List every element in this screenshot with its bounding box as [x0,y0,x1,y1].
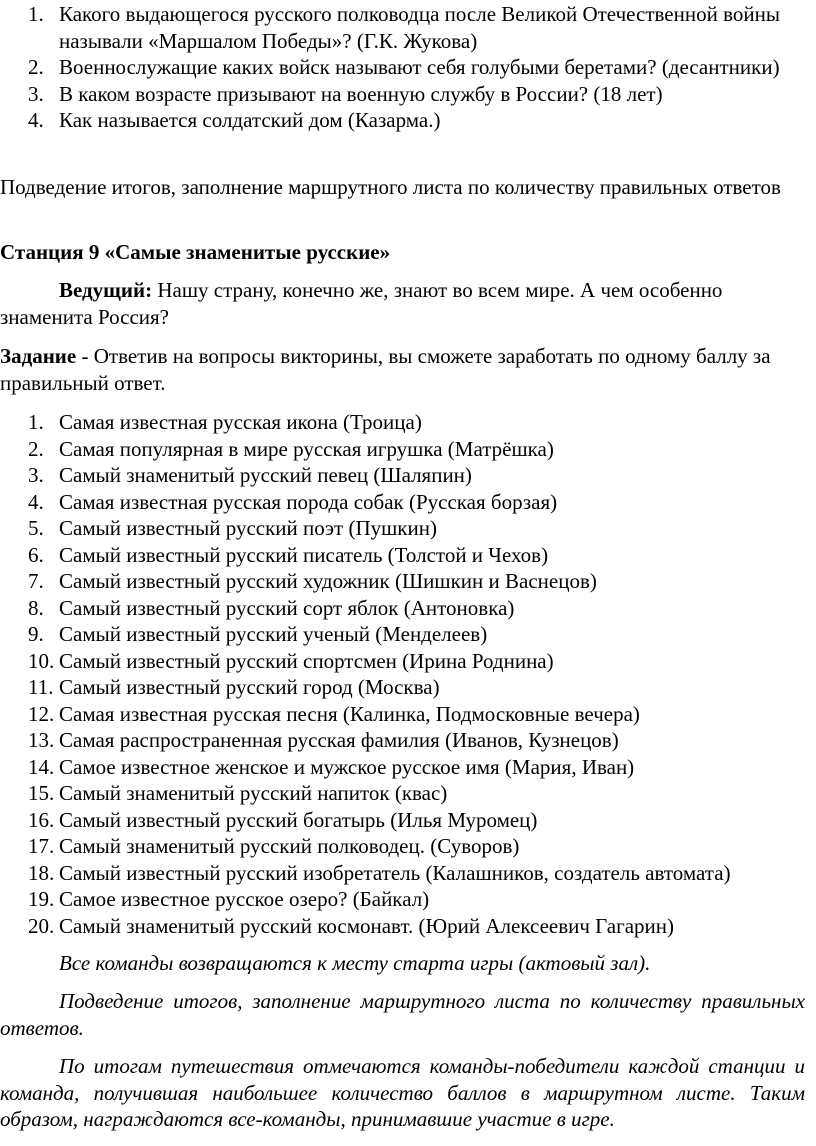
list-item [0,886,805,913]
item-text: Самый знаменитый русский космонавт. (Юрий Алексеевич Гагарин) [59,913,675,938]
item-number: 8. [28,595,44,620]
list-item [0,542,805,569]
item-number: 20. [28,913,55,938]
item-text: Самое известное русское озеро? (Байкал) [59,887,430,911]
host-paragraph [0,277,800,330]
list-item [0,701,805,728]
task-text: - Ответив на вопросы викторины, вы сможете заработать по одному баллу за правильный ответ. [0,344,771,395]
list-item [0,674,805,701]
list-item [0,489,805,516]
list-item [0,1,805,54]
item-text: Самый знаменитый русский напиток (квас) [59,781,448,805]
item-text: Самое известное женское и мужское русское имя (Мария, Иван) [59,754,635,779]
item-number: 15. [28,781,55,805]
list-item [0,515,805,542]
list-item [0,409,805,436]
task-paragraph [0,343,800,396]
station-title-text: Станция 9 «Самые знаменитые русские» [0,240,391,264]
item-text: Самый известный русский сорт яблок (Антоновка) [59,595,515,620]
item-text: Самая известная русская порода собак (Русская борзая) [59,489,558,514]
item-text: Самый известный русский изобретатель (Калашников, создатель автомата) [59,860,731,885]
station-title [0,239,800,266]
item-number: 17. [28,834,55,858]
item-number: 3. [28,81,44,106]
item-number: 10. [28,648,55,673]
list-item [0,54,805,81]
list-item [0,107,805,134]
list-item [0,807,805,834]
item-number: 2. [28,55,44,79]
list-item [0,621,805,648]
item-number: 3. [28,463,44,487]
item-text: Самый известный русский писатель (Толстой и Чехов) [59,542,549,567]
item-number: 14. [28,754,55,779]
item-text: Военнослужащие каких войск называют себя голубыми беретами? (десантники) [59,55,780,79]
item-text: Самый известный русский художник (Шишкин и Васнецов) [59,569,597,593]
item-number: 19. [28,887,55,911]
item-text: Самый известный русский ученый (Менделеев) [59,622,488,646]
item-number: 5. [28,516,44,540]
list-item [0,913,805,940]
list-item [0,81,805,108]
list-item [0,595,805,622]
quiz-questions-list [0,409,805,939]
item-text: Какого выдающегося русского полководца после Великой Отечественной войны называли «Маршалом Победы»? (Г.К. Жукова) [59,2,780,53]
task-label: Задание [0,344,77,368]
list-item [0,780,805,807]
item-number: 9. [28,622,44,646]
list-item [0,727,805,754]
item-number: 1. [28,410,44,434]
item-text: Самая популярная в мире русская игрушка (Матрёшка) [59,436,554,461]
item-text: Самая известная русская икона (Троица) [59,410,422,434]
results-paragraph: По итогам путешествия отмечаются команды-победители каждой станции и команда, получившая наибольшее количество баллов в маршрутном листе. Таким образом, награждаются все-команды, принимавшие участие в игре. [0,1054,805,1131]
item-number: 2. [28,436,44,461]
item-text: Самый известный русский поэт (Пушкин) [59,516,437,540]
closing-summary-paragraph: Подведение итогов, заполнение маршрутного листа по количеству правильных ответов. [0,989,805,1040]
item-number: 1. [28,2,44,26]
questions-list-military [0,1,805,134]
item-number: 4. [28,489,44,514]
list-item [0,462,805,489]
list-item [0,754,805,781]
host-text: Нашу страну, конечно же, знают во всем мире. А чем особенно знаменита Россия? [0,278,723,329]
item-text: Самый знаменитый русский певец (Шаляпин) [59,463,472,487]
item-number: 7. [28,569,44,593]
list-item [0,860,805,887]
item-text: Самая известная русская песня (Калинка, Подмосковные вечера) [59,701,640,726]
host-label: Ведущий: [59,278,153,302]
item-number: 11. [28,675,54,699]
item-number: 4. [28,108,44,132]
list-item [0,568,805,595]
item-text: Самый известный русский спортсмен (Ирина Роднина) [59,648,554,673]
item-number: 18. [28,860,55,885]
item-text: Самая распространенная русская фамилия (Иванов, Кузнецов) [59,728,619,752]
list-item [0,436,805,463]
item-number: 12. [28,701,55,726]
summary-paragraph: Подведение итогов, заполнение маршрутного листа по количеству правильных ответов [0,175,781,199]
item-text: В каком возрасте призывают на военную службу в России? (18 лет) [59,81,663,106]
item-text: Самый известный русский богатырь (Илья Муромец) [59,807,538,832]
list-item [0,833,805,860]
item-text: Как называется солдатский дом (Казарма.) [59,108,441,132]
item-number: 6. [28,542,44,567]
item-number: 13. [28,728,55,752]
return-paragraph: Все команды возвращаются к месту старта игры (актовый зал). [59,951,651,975]
list-item [0,648,805,675]
item-text: Самый известный русский город (Москва) [59,675,440,699]
item-text: Самый знаменитый русский полководец. (Суворов) [59,834,520,858]
item-number: 16. [28,807,55,832]
